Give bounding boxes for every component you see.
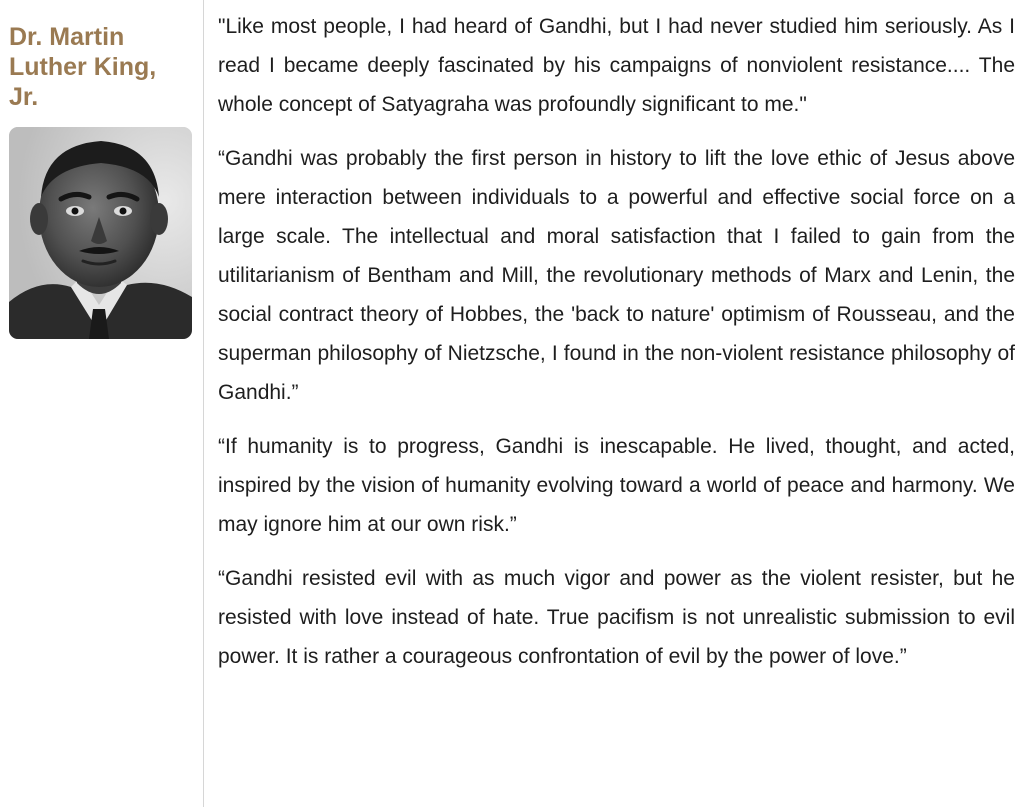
sidebar — [0, 0, 204, 807]
portrait-photo — [9, 127, 192, 339]
person-name: Dr. Martin Luther King, Jr. — [9, 23, 157, 111]
portrait-illustration — [9, 127, 192, 339]
quote-4: “Gandhi resisted evil with as much vigor and power as the violent resister, but he resisted with love instead of hate. True pacifism is not unrealistic submission to evil power. It is rather a courageous confrontation of evil by the power of love.” — [218, 567, 1015, 668]
quotes-section — [218, 7, 1015, 691]
quote-3: “If humanity is to progress, Gandhi is inescapable. He lived, thought, and acted, inspired by the vision of humanity evolving toward a world of peace and harmony. We may ignore him at our own risk.” — [218, 435, 1015, 536]
quote-1: "Like most people, I had heard of Gandhi, but I had never studied him seriously. As I read I became deeply fascinated by his campaigns of nonviolent resistance.... The whole concept of Satyagraha was profoundly significant to me." — [218, 15, 1015, 116]
quote-2: “Gandhi was probably the first person in history to lift the love ethic of Jesus above mere interaction between individuals to a powerful and effective social force on a large scale. The intellectual and moral satisfaction that I failed to gain from the utilitarianism of Bentham and Mill, the revolutionary methods of Marx and Lenin, the social contract theory of Hobbes, the 'back to nature' optimism of Rousseau, and the superman philosophy of Nietzsche, I found in the non-violent resistance philosophy of Gandhi.” — [218, 147, 1015, 404]
